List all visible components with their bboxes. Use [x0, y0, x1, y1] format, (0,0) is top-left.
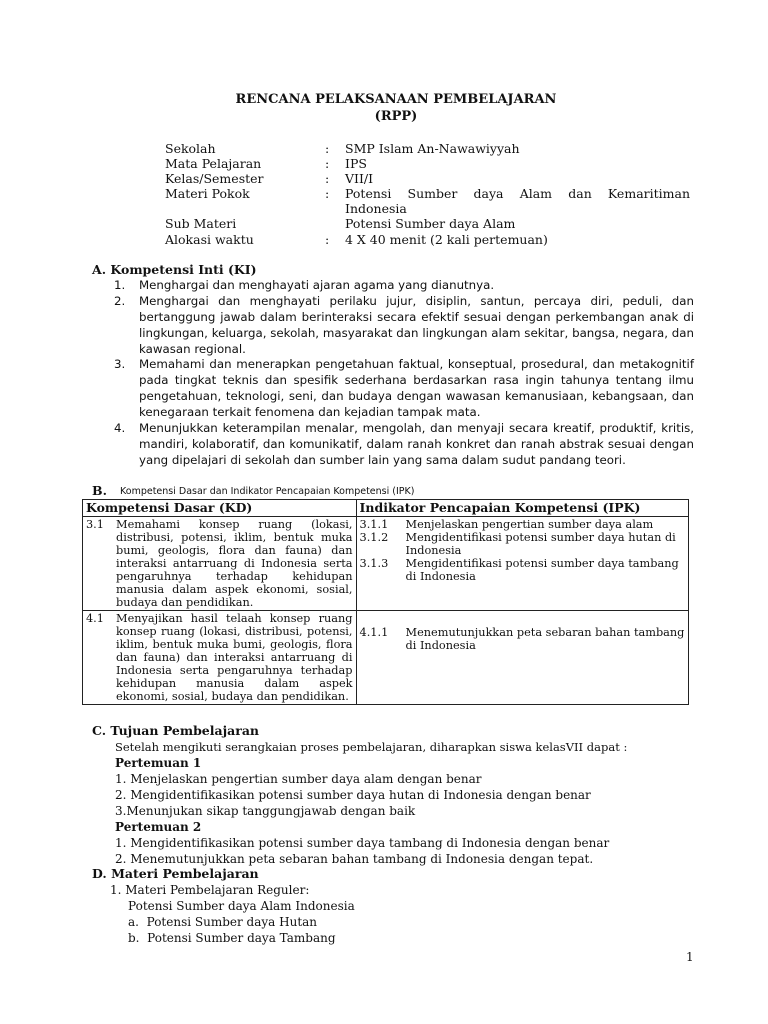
ki-text: Menunjukkan keterampilan menalar, mengolah, dan menyaji secara kreatif, produktif, kritis, mandiri, kolaboratif, dan komunikatif, dalam ranah konkret dan ranah abstrak sesuai dengan yang dipelajari di sekolah dan sumber lain yang sama dalam sudut pandang teori.	[139, 421, 694, 467]
meeting-1-item: 3.Menunjukan sikap tanggungjawab dengan baik	[115, 804, 416, 818]
materi-subitem	[128, 930, 336, 946]
ipk-cell	[356, 611, 688, 705]
ipk-item	[360, 518, 685, 531]
materi-item: 1. Materi Pembelajaran Reguler:	[110, 883, 310, 897]
identity-colon: :	[325, 141, 330, 156]
identity-row-topic	[165, 186, 690, 201]
ipk-cell	[356, 517, 688, 611]
materi-subitem	[128, 914, 317, 930]
identity-value: Potensi Sumber daya Alam	[345, 216, 516, 231]
ki-number: 4.	[114, 421, 126, 435]
kd-ipk-table	[82, 499, 689, 705]
identity-colon: :	[325, 171, 330, 186]
kd-text: Menyajikan hasil telaah konsep ruang konsep ruang (lokasi, distribusi, potensi, iklim, bentuk muka bumi, geologis, flora dan fauna) dan interaksi antarruang di Indonesia serta pengaruhnya terhadap kehidupan manusia dalam aspek ekonomi, sosial, budaya dan pendidikan.	[116, 612, 353, 703]
ki-text: Memahami dan menerapkan pengetahuan faktual, konseptual, prosedural, dan metakognitif pada tingkat teknis dan spesifik sederhana berdasarkan rasa ingin tahunya tentang ilmu pengetahuan, teknologi, seni, dan budaya dengan wawasan kemanusiaan, kebangsaan, dan kenegaraan terkait fenomena dan kejadian tampak mata.	[139, 357, 694, 419]
ipk-text: Mengidentifikasi potensi sumber daya hutan di Indonesia	[405, 531, 676, 557]
meeting-2-title: Pertemuan 2	[115, 820, 202, 834]
ipk-item	[360, 557, 685, 583]
identity-value: Indonesia	[345, 201, 407, 216]
identity-row-time	[165, 232, 690, 247]
identity-row-subject	[165, 156, 690, 171]
section-a-heading: A. Kompetensi Inti (KI)	[92, 262, 257, 277]
meeting-1-item: 1. Menjelaskan pengertian sumber daya alam dengan benar	[115, 772, 482, 786]
ipk-text: Menjelaskan pengertian sumber daya alam	[405, 518, 654, 531]
identity-value: SMP Islam An-Nawawiyyah	[345, 141, 520, 156]
table-header-row	[83, 500, 689, 517]
identity-label: Kelas/Semester	[165, 171, 264, 186]
ipk-item	[360, 531, 685, 557]
identity-row-class	[165, 171, 690, 186]
ipk-number: 3.1.3	[359, 557, 389, 570]
materi-topic: Potensi Sumber daya Alam Indonesia	[128, 899, 355, 913]
identity-row-topic-cont	[165, 201, 690, 216]
identity-label: Sub Materi	[165, 216, 237, 231]
identity-value: VII/I	[345, 171, 374, 186]
column-header-ipk: Indikator Pencapaian Kompetensi (IPK)	[356, 500, 688, 517]
kd-cell	[83, 517, 357, 611]
identity-label: Sekolah	[165, 141, 216, 156]
section-b-heading: Kompetensi Dasar dan Indikator Pencapaian Kompetensi (IPK)	[120, 486, 415, 497]
identity-value: Potensi Sumber daya Alam dan Kemaritiman	[345, 186, 690, 201]
kd-text: Memahami konsep ruang (lokasi, distribusi, potensi, iklim, bentuk muka bumi, geologis, flora dan fauna) dan interaksi antarruang di Indonesia serta pengaruhnya terhadap kehidupan manusia dalam aspek ekonomi, sosial, budaya dan pendidikan.	[116, 518, 353, 609]
subitem-text: Potensi Sumber daya Hutan	[146, 915, 318, 929]
document-subtitle: (RPP)	[374, 109, 418, 124]
meeting-1-item: 2. Mengidentifikasikan potensi sumber daya hutan di Indonesia dengan benar	[115, 788, 591, 802]
page-number: 1	[686, 950, 694, 964]
ki-number: 3.	[114, 357, 126, 371]
section-d-heading: D. Materi Pembelajaran	[92, 866, 259, 881]
meeting-1-title: Pertemuan 1	[115, 756, 202, 770]
kd-number: 4.1	[86, 612, 104, 625]
subitem-text: Potensi Sumber daya Tambang	[147, 931, 336, 945]
identity-label: Alokasi waktu	[165, 232, 254, 247]
ki-text: Menghargai dan menghayati ajaran agama yang dianutnya.	[139, 278, 495, 292]
section-c-heading: C. Tujuan Pembelajaran	[92, 723, 260, 738]
identity-row-subtopic	[165, 216, 690, 231]
ipk-text: Mengidentifikasi potensi sumber daya tambang di Indonesia	[405, 557, 679, 583]
section-b-letter: B.	[92, 483, 107, 498]
identity-value: 4 X 40 menit (2 kali pertemuan)	[345, 232, 548, 247]
subitem-letter: a.	[128, 915, 139, 929]
table-row	[83, 517, 689, 611]
identity-label: Materi Pokok	[165, 186, 250, 201]
kd-cell	[83, 611, 357, 705]
ipk-number: 3.1.2	[359, 531, 389, 544]
identity-colon: :	[325, 186, 330, 201]
identity-row-school	[165, 141, 690, 156]
ki-number: 1.	[114, 278, 126, 292]
ki-number: 2.	[114, 294, 126, 308]
ipk-number: 3.1.1	[359, 518, 389, 531]
ipk-item	[360, 626, 685, 652]
identity-label: Mata Pelajaran	[165, 156, 262, 171]
identity-colon: :	[325, 156, 330, 171]
meeting-2-item: 2. Menemutunjukkan peta sebaran bahan tambang di Indonesia dengan tepat.	[115, 852, 594, 866]
identity-value: IPS	[345, 156, 367, 171]
meeting-2-item: 1. Mengidentifikasikan potensi sumber daya tambang di Indonesia dengan benar	[115, 836, 610, 850]
subitem-letter: b.	[128, 931, 140, 945]
document-title: RENCANA PELAKSANAAN PEMBELAJARAN	[235, 92, 557, 107]
identity-colon: :	[325, 232, 330, 247]
section-c-intro: Setelah mengikuti serangkaian proses pembelajaran, diharapkan siswa kelasVII dapat :	[115, 740, 628, 754]
ipk-text: Menemutunjukkan peta sebaran bahan tambang di Indonesia	[405, 626, 685, 652]
ipk-number: 4.1.1	[359, 626, 389, 639]
table-row	[83, 611, 689, 705]
column-header-kd: Kompetensi Dasar (KD)	[83, 500, 357, 517]
kd-number: 3.1	[86, 518, 104, 531]
ki-text: Menghargai dan menghayati perilaku jujur, disiplin, santun, percaya diri, peduli, dan bertanggung jawab dalam berinteraksi secara efektif sesuai dengan perkembangan anak di lingkungan, keluarga, sekolah, masyarakat dan lingkungan alam sekitar, bangsa, negara, dan kawasan regional.	[139, 294, 694, 356]
